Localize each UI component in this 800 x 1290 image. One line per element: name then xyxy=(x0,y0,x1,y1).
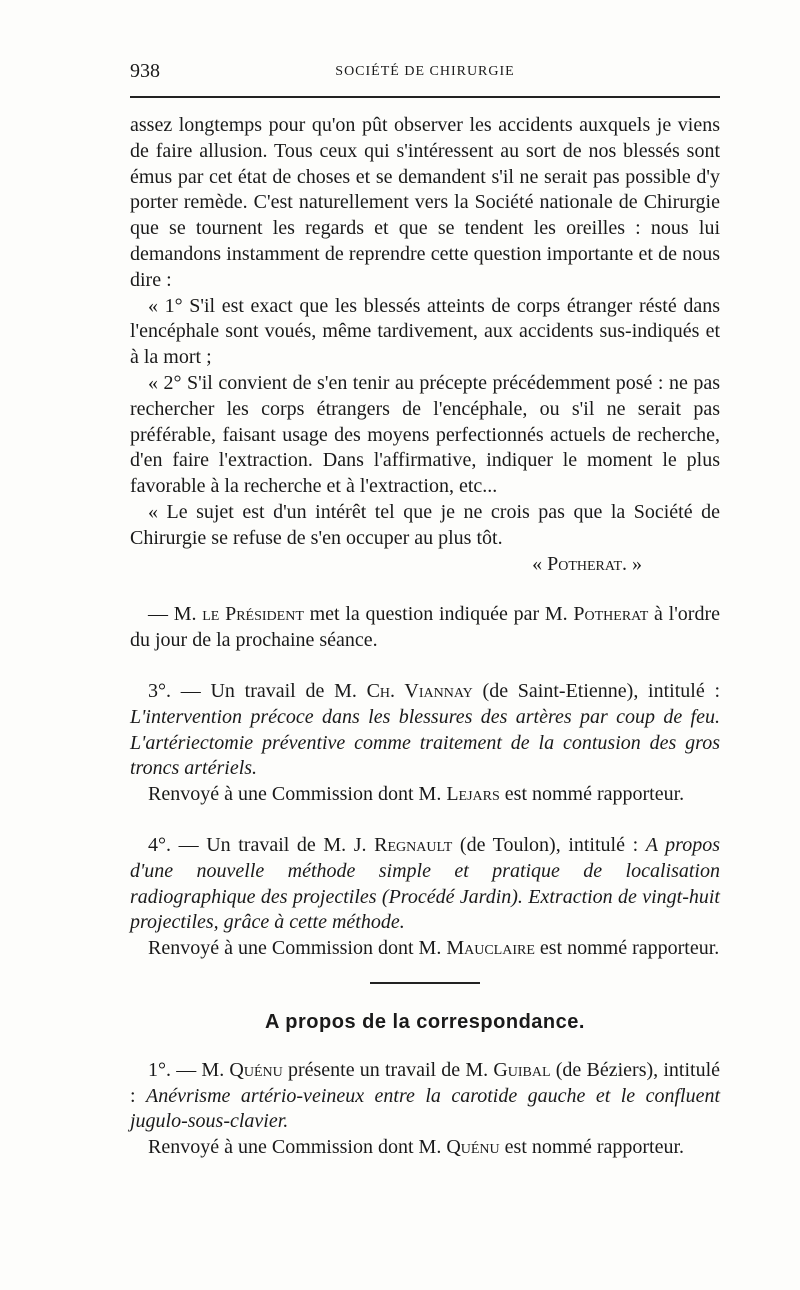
page-number: 938 xyxy=(130,60,160,82)
text-run: 4°. — Un travail de M. J. xyxy=(148,833,375,856)
text-run: est nommé rapporteur. xyxy=(499,1136,685,1159)
person-name: Potherat xyxy=(573,603,649,626)
work-title: Anévrisme artério-veineux entre la carotide gauche et le confluent jugulo-sous-clavier. xyxy=(130,1084,721,1133)
correspondence-item-1 xyxy=(130,1058,720,1135)
text-run: 3°. — Un travail de M. xyxy=(148,679,367,702)
referral xyxy=(130,936,720,962)
title-name: le Président xyxy=(202,603,304,626)
president-paragraph xyxy=(130,602,720,654)
signature: « Potherat. » xyxy=(532,552,642,575)
page-header xyxy=(130,58,720,88)
header-rule xyxy=(130,96,720,98)
document-body xyxy=(130,113,720,1161)
person-name: Regnault xyxy=(374,833,453,856)
item-3 xyxy=(130,679,720,782)
text-run: 1°. — M. xyxy=(148,1058,230,1081)
text-run: présente un travail de M. xyxy=(282,1058,494,1081)
text-run: — M. xyxy=(148,603,203,626)
section-title: A propos de la correspondance. xyxy=(265,1010,585,1033)
text-run: (de Béziers), intitulé : xyxy=(130,1058,721,1107)
referral xyxy=(130,1135,720,1161)
text-run: Renvoyé à une Commission dont M. xyxy=(148,783,447,806)
referral xyxy=(130,782,720,808)
text-run: est nommé rapporteur. xyxy=(534,937,720,960)
person-name: Guibal xyxy=(493,1058,551,1081)
section-separator xyxy=(370,982,480,984)
person-name: Ch. Viannay xyxy=(366,679,473,702)
text-run: (de Toulon), intitulé : xyxy=(452,833,646,856)
paragraph: « 1° S'il est exact que les blessés atteints de corps étranger résté dans l'encéphale sont voués, même tardivement, aux accidents sus-indiqués et à la mort ; xyxy=(130,294,720,369)
person-name: Quénu xyxy=(446,1136,500,1159)
text-run: met la question indiquée par M. xyxy=(303,603,574,626)
work-title: A propos d'une nouvelle méthode simple et pratique de localisation radiographique des projectiles (Procédé Jardin). Extraction de vingt-huit projectiles, grâce à cette méthode. xyxy=(130,833,721,934)
text-run: Renvoyé à une Commission dont M. xyxy=(148,937,447,960)
item-4 xyxy=(130,833,720,936)
paragraph: assez longtemps pour qu'on pût observer les accidents auxquels je viens de faire allusion. Tous ceux qui s'intéressent au sort de nos blessés sont émus par cet état de choses et se demandent s'il ne serait pas possible d'y porter remède. C'est naturellement vers la Société nationale de Chirurgie que se tournent les regards et que se tendent les oreilles : nous lui demandons instamment de reprendre cette question importante et de nous dire : xyxy=(130,114,720,291)
text-run: Renvoyé à une Commission dont M. xyxy=(148,1136,447,1159)
text-run: (de Saint-Etienne), intitulé : xyxy=(472,679,721,702)
paragraph: « Le sujet est d'un intérêt tel que je ne crois pas que la Société de Chirurgie se refuse de s'en occuper au plus tôt. xyxy=(130,500,720,549)
text-run: est nommé rapporteur. xyxy=(499,783,685,806)
person-name: Lejars xyxy=(446,783,500,806)
paragraph: « 2° S'il convient de s'en tenir au précepte précédemment posé : ne pas rechercher les corps étrangers de l'encéphale, ou s'il ne serait pas préférable, faisant usage des moyens perfectionnés actuels de recherche, d'en faire l'extraction. Dans l'affirmative, indiquer le moment le plus favorable à la recherche et à l'extraction, etc... xyxy=(130,371,720,498)
person-name: Quénu xyxy=(229,1058,283,1081)
running-head: SOCIÉTÉ DE CHIRURGIE xyxy=(335,64,515,79)
work-title: L'intervention précoce dans les blessures des artères par coup de feu. L'artériectomie préventive comme traitement de la contusion des gros troncs artériels. xyxy=(130,705,720,780)
person-name: Mauclaire xyxy=(446,937,535,960)
text-run: à l'ordre du jour de la prochaine séance. xyxy=(130,603,720,652)
